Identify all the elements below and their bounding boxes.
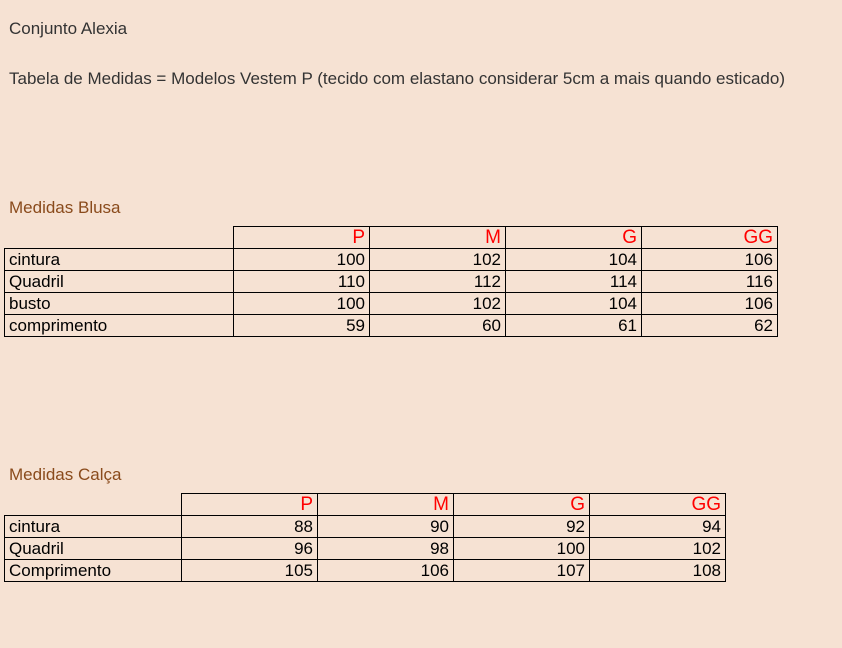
table-cell: 96 (182, 538, 318, 560)
table-cell: 61 (506, 315, 642, 337)
table-cell: 100 (234, 249, 370, 271)
table-cell: 90 (318, 516, 454, 538)
row-label: busto (5, 293, 234, 315)
table-cell: 62 (642, 315, 778, 337)
table-cell: 102 (370, 249, 506, 271)
table-cell: 88 (182, 516, 318, 538)
table-cell: 59 (234, 315, 370, 337)
row-label: comprimento (5, 315, 234, 337)
table-cell: 112 (370, 271, 506, 293)
row-label: cintura (5, 249, 234, 271)
size-header-gg: GG (642, 227, 778, 249)
table-row (5, 560, 726, 582)
size-header-g: G (454, 494, 590, 516)
table-cell: 94 (590, 516, 726, 538)
table-cell: 114 (506, 271, 642, 293)
size-header-gg: GG (590, 494, 726, 516)
row-label: Comprimento (5, 560, 182, 582)
table-cell: 106 (642, 249, 778, 271)
table-cell: 105 (182, 560, 318, 582)
table-cell: 102 (590, 538, 726, 560)
table-corner-cell (5, 494, 182, 516)
table-cell: 100 (454, 538, 590, 560)
size-header-p: P (182, 494, 318, 516)
size-header-m: M (318, 494, 454, 516)
table-cell: 108 (590, 560, 726, 582)
table-header-row (5, 494, 726, 516)
table-header-row (5, 227, 778, 249)
row-label: Quadril (5, 538, 182, 560)
table-cell: 102 (370, 293, 506, 315)
row-label: Quadril (5, 271, 234, 293)
size-header-p: P (234, 227, 370, 249)
table-row (5, 315, 778, 337)
calca-section-title: Medidas Calça (9, 465, 122, 484)
table-cell: 92 (454, 516, 590, 538)
table-cell: 107 (454, 560, 590, 582)
table-corner-cell (5, 227, 234, 249)
table-row (5, 249, 778, 271)
table-row (5, 271, 778, 293)
size-header-g: G (506, 227, 642, 249)
table-row (5, 516, 726, 538)
product-title: Conjunto Alexia (9, 19, 128, 38)
table-cell: 116 (642, 271, 778, 293)
table-cell: 60 (370, 315, 506, 337)
table-cell: 104 (506, 293, 642, 315)
table-cell: 106 (642, 293, 778, 315)
table-row (5, 538, 726, 560)
table-cell: 110 (234, 271, 370, 293)
table-cell: 104 (506, 249, 642, 271)
blusa-section-title: Medidas Blusa (9, 198, 121, 217)
size-header-m: M (370, 227, 506, 249)
table-cell: 106 (318, 560, 454, 582)
table-row (5, 293, 778, 315)
row-label: cintura (5, 516, 182, 538)
table-cell: 98 (318, 538, 454, 560)
calca-measures-table (4, 493, 726, 582)
measurement-description: Tabela de Medidas = Modelos Vestem P (tecido com elastano considerar 5cm a mais quando esticado) (9, 69, 785, 88)
blusa-measures-table (4, 226, 778, 337)
table-cell: 100 (234, 293, 370, 315)
